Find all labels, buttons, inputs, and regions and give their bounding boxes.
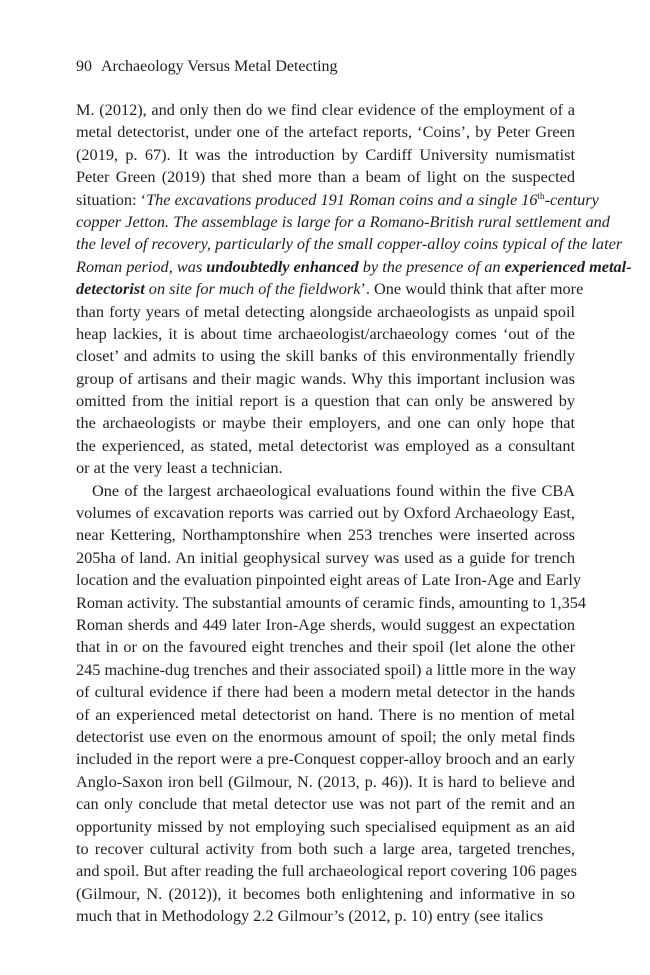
text-run: of an experienced metal detectorist on hand. There is no mention of metal <box>76 704 575 724</box>
text-run: that in or on the favoured eight trenches and their spoil (let alone the other <box>76 637 575 657</box>
text-run: than forty years of metal detecting alongside archaeologists as unpaid spoil <box>76 301 575 321</box>
text-run: metal detectorist, under one of the artefact reports, ‘Coins’, by Peter Green <box>76 122 575 142</box>
text-run: or at the very least a technician. <box>76 458 283 478</box>
text-line <box>76 748 575 770</box>
text-line <box>76 99 575 121</box>
text-line <box>76 860 575 882</box>
text-line <box>76 771 575 793</box>
text-line <box>76 323 575 345</box>
text-run: ’. One would think that after more <box>360 279 584 299</box>
running-title: Archaeology Versus Metal Detecting <box>101 58 338 75</box>
text-run: Peter Green (2019) that shed more than a beam of light on the suspected <box>76 167 575 187</box>
text-run: Roman sherds and 449 later Iron-Age sherds, would suggest an expectation <box>76 614 575 634</box>
text-line <box>76 301 575 323</box>
text-run: M. (2012), and only then do we find clear evidence of the employment of a <box>76 100 575 119</box>
text-line <box>76 681 575 703</box>
body-text <box>76 99 632 927</box>
text-run: detectorist <box>76 279 145 299</box>
text-line <box>76 121 575 143</box>
text-line <box>76 211 610 233</box>
text-line <box>76 256 632 278</box>
text-line <box>76 838 575 860</box>
text-run: -century <box>544 189 599 209</box>
text-line <box>76 883 575 905</box>
text-run: One of the largest archaeological evaluations found within the five CBA <box>92 480 575 500</box>
text-run: Anglo-Saxon iron bell (Gilmour, N. (2013, p. 46)). It is hard to believe and <box>76 771 575 791</box>
text-line <box>76 368 575 390</box>
text-run: omitted from the initial report is a question that can only be answered by <box>76 391 575 411</box>
text-line <box>76 793 575 815</box>
text-run: opportunity missed by not employing such specialised equipment as an aid <box>76 816 575 836</box>
text-run: can only conclude that metal detector use was not part of the remit and an <box>76 794 575 814</box>
text-run: and spoil. But after reading the full archaeological report covering 106 pages <box>76 861 577 881</box>
text-line <box>76 278 584 300</box>
text-run: on site for much of the fieldwork <box>144 279 361 299</box>
text-run: copper Jetton. The assemblage is large for a Romano-British rural settlement and <box>76 211 610 231</box>
text-line <box>76 592 587 614</box>
text-run: included in the report were a pre-Conquest copper-alloy brooch and an early <box>76 749 575 769</box>
text-run: by the presence of an <box>358 256 505 276</box>
text-line <box>76 345 575 367</box>
text-run: location and the evaluation pinpointed eight areas of Late Iron-Age and Early <box>76 570 581 590</box>
text-line <box>76 636 575 658</box>
text-line <box>76 659 575 681</box>
text-line <box>76 189 599 211</box>
text-run: 205ha of land. An initial geophysical survey was used as a guide for trench <box>76 547 575 567</box>
text-run: undoubtedly enhanced <box>206 256 359 276</box>
text-line <box>76 233 623 255</box>
text-run: of cultural evidence if there had been a modern metal detector in the hands <box>76 682 575 702</box>
text-run: the level of recovery, particularly of the small copper-alloy coins typical of the later <box>76 234 623 254</box>
text-line <box>76 457 575 479</box>
text-run: to recover cultural activity from both such a large area, targeted trenches, <box>76 838 575 858</box>
text-line <box>76 480 575 502</box>
text-run: (2019, p. 67). It was the introduction by Cardiff University numismatist <box>76 144 575 164</box>
text-line <box>76 704 575 726</box>
text-run: experienced metal- <box>504 256 632 276</box>
text-run: group of artisans and their magic wands. Why this important inclusion was <box>76 368 575 388</box>
text-line <box>76 412 575 434</box>
text-run: 245 machine-dug trenches and their associated spoil) a little more in the way <box>76 659 577 679</box>
running-header <box>76 57 338 77</box>
text-run: Roman period, was <box>76 256 207 276</box>
text-run: the archaeologists or maybe their employers, and one can only hope that <box>76 413 575 433</box>
text-run: Roman activity. The substantial amounts of ceramic finds, amounting to 1,354 <box>76 592 587 612</box>
text-line <box>76 547 575 569</box>
text-run: near Kettering, Northamptonshire when 253 trenches were inserted across <box>76 525 575 545</box>
text-line <box>76 166 575 188</box>
text-line <box>76 905 575 927</box>
text-line <box>76 435 575 457</box>
text-run: th <box>537 190 545 201</box>
text-line <box>76 524 575 546</box>
text-line <box>76 569 581 591</box>
text-run: The excavations produced 191 Roman coins and a single 16 <box>146 189 538 209</box>
text-run: detectorist use even on the enormous amount of spoil; the only metal finds <box>76 726 575 746</box>
text-run: much that in Methodology 2.2 Gilmour’s (2012, p. 10) entry (see italics <box>76 906 544 926</box>
text-line <box>76 390 575 412</box>
text-line <box>76 614 575 636</box>
text-line <box>76 726 575 748</box>
text-run: volumes of excavation reports was carried out by Oxford Archaeology East, <box>76 503 575 523</box>
page-number: 90 <box>76 58 92 75</box>
text-line <box>76 816 575 838</box>
text-run: situation: ‘ <box>76 189 147 209</box>
text-line <box>76 144 575 166</box>
text-line <box>76 502 575 524</box>
text-run: heap lackies, it is about time archaeologist/archaeology comes ‘out of the <box>76 323 575 343</box>
text-run: the experienced, as stated, metal detectorist was employed as a consultant <box>76 435 575 455</box>
text-run: closet’ and admits to using the skill banks of this environmentally friendly <box>76 346 575 366</box>
text-run: (Gilmour, N. (2012)), it becomes both enlightening and informative in so <box>76 883 575 903</box>
